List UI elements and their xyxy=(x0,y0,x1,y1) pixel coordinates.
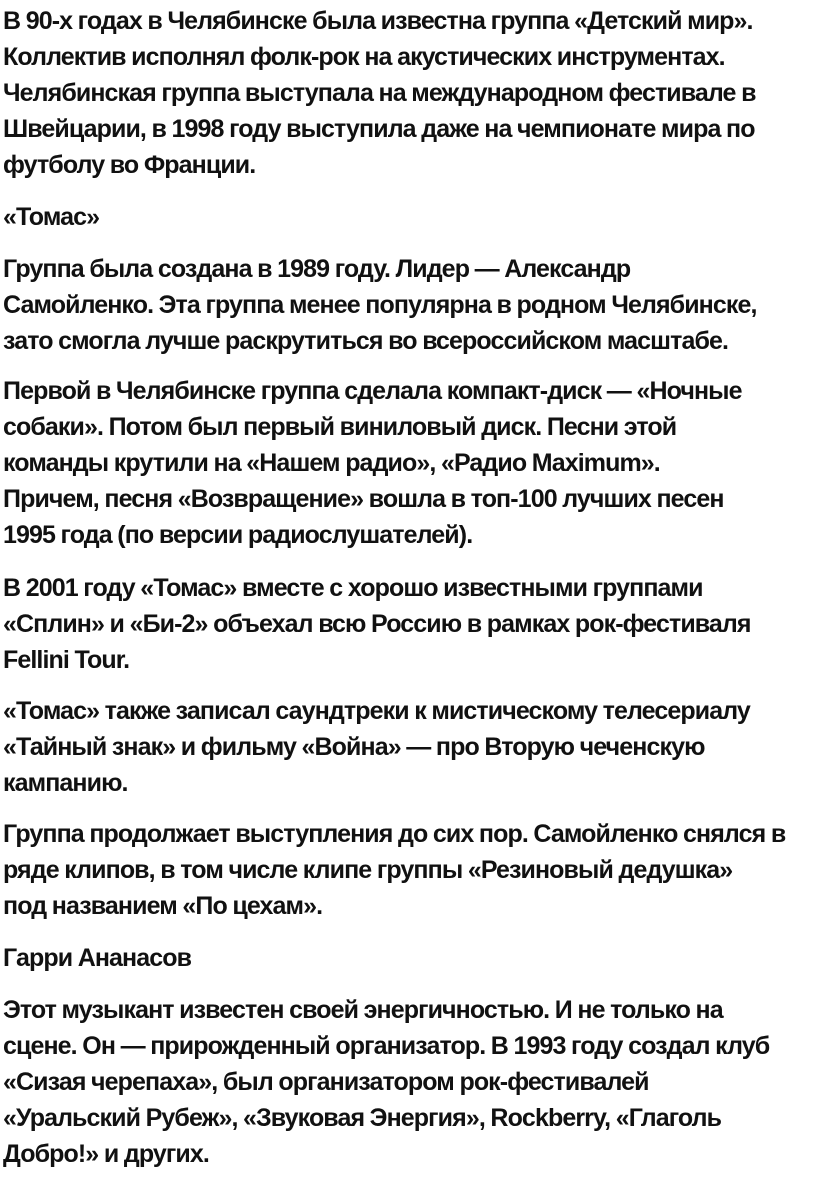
text-line: Группа была создана в 1989 году. Лидер — Александр xyxy=(3,255,631,283)
paragraph-tomas-now xyxy=(3,816,785,924)
text-line: ряде клипов, в том числе клипе группы «Резиновый дедушка» xyxy=(3,856,733,884)
text-line: Первой в Челябинске группа сделала компакт-диск — «Ночные xyxy=(3,377,742,405)
text-line: футболу во Франции. xyxy=(3,151,256,179)
text-line: Швейцарии, в 1998 году выступила даже на чемпионате мира по xyxy=(3,115,755,143)
text-line: Добро!» и других. xyxy=(3,1140,209,1168)
text-line: Группа продолжает выступления до сих пор. Самойленко снялся в xyxy=(3,820,786,848)
text-line: «Уральский Рубеж», «Звуковая Энергия», Rockberry, «Глаголь xyxy=(3,1104,722,1132)
text-line: зато смогла лучше раскрутиться во всероссийском масштабе. xyxy=(3,327,729,355)
text-line: «Томас» xyxy=(3,203,100,231)
text-line: собаки». Потом был первый виниловый диск. Песни этой xyxy=(3,413,677,441)
text-line: сцене. Он — прирожденный организатор. В 1993 году создал клуб xyxy=(3,1032,770,1060)
text-line: В 2001 году «Томас» вместе с хорошо известными группами xyxy=(3,574,703,602)
section-heading-garri xyxy=(3,940,191,976)
paragraph-tomas-tour xyxy=(3,570,751,678)
text-line: Гарри Ананасов xyxy=(3,944,192,972)
text-line: Самойленко. Эта группа менее популярна в родном Челябинске, xyxy=(3,291,757,319)
text-line: команды крутили на «Нашем радио», «Радио Maximum». xyxy=(3,449,660,477)
text-line: «Сизая черепаха», был организатором рок-фестивалей xyxy=(3,1068,649,1096)
paragraph-tomas-founded xyxy=(3,251,757,359)
text-line: Fellini Tour. xyxy=(3,646,130,674)
text-line: Челябинская группа выступала на международном фестивале в xyxy=(3,79,756,107)
text-line: Причем, песня «Возвращение» вошла в топ-100 лучших песен xyxy=(3,485,724,513)
text-line: «Томас» также записал саундтреки к мистическому телесериалу xyxy=(3,697,750,725)
text-line: В 90-х годах в Челябинске была известна группа «Детский мир». xyxy=(3,7,753,35)
text-line: «Тайный знак» и фильму «Война» — про Вторую чеченскую xyxy=(3,733,705,761)
text-line: Этот музыкант известен своей энергичностью. И не только на xyxy=(3,996,723,1024)
paragraph-tomas-cd xyxy=(3,373,742,553)
paragraph-tomas-soundtracks xyxy=(3,693,750,801)
text-line: Коллектив исполнял фолк-рок на акустических инструментах. xyxy=(3,43,725,71)
text-line: «Сплин» и «Би-2» объехал всю Россию в рамках рок-фестиваля xyxy=(3,610,751,638)
paragraph-intro xyxy=(3,3,756,183)
text-line: 1995 года (по версии радиослушателей). xyxy=(3,521,473,549)
text-line: кампанию. xyxy=(3,769,128,797)
section-heading-tomas xyxy=(3,199,99,235)
paragraph-garri-bio xyxy=(3,992,769,1172)
text-line: под названием «По цехам». xyxy=(3,892,323,920)
